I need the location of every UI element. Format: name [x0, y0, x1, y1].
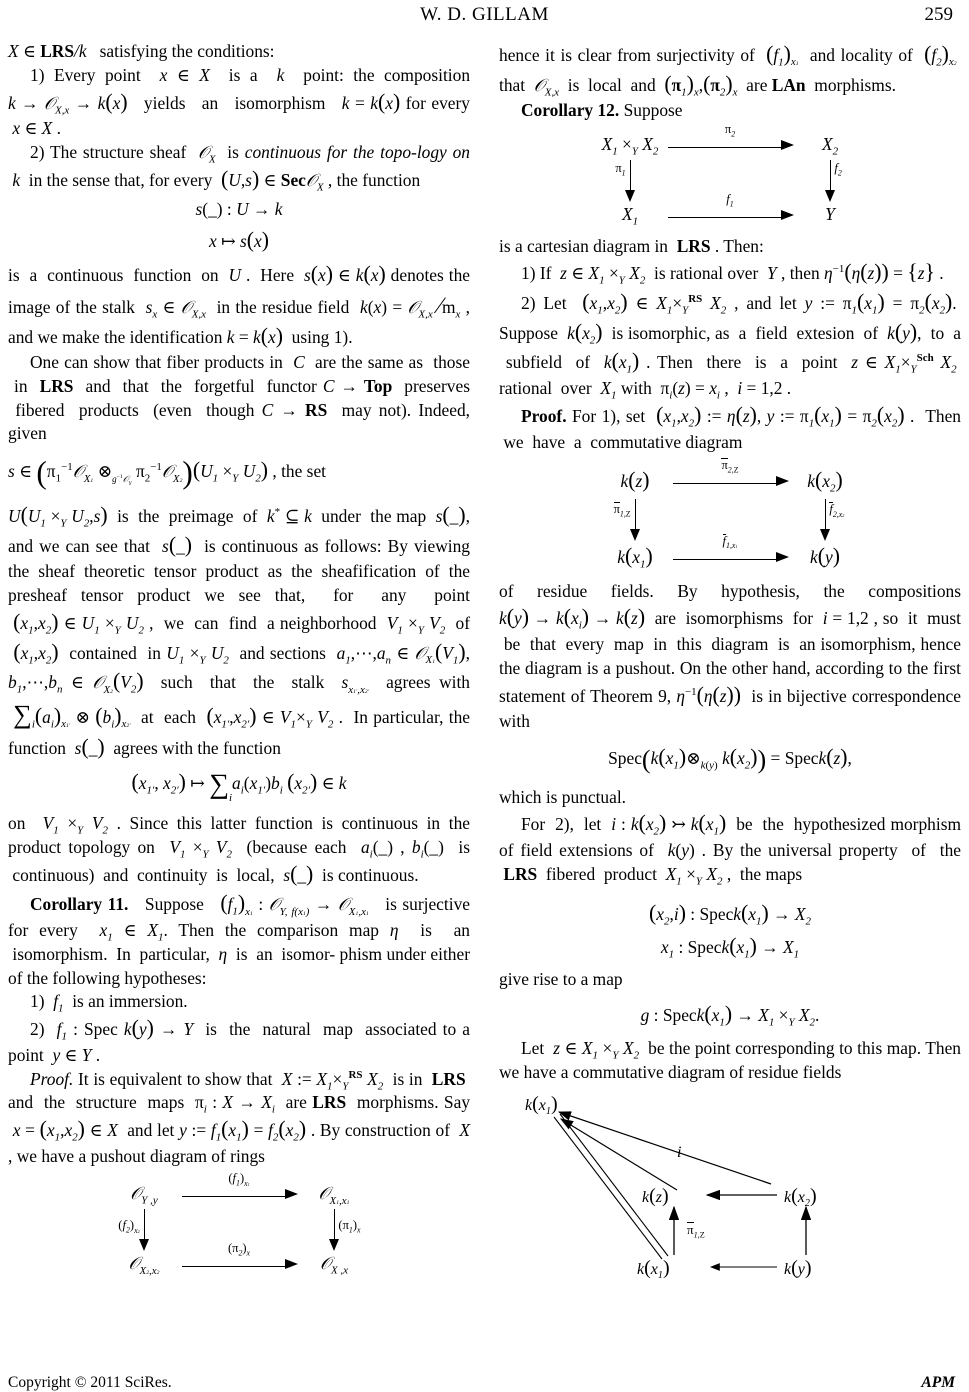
- corollary-12-heading: [499, 99, 961, 123]
- display-equation-x2-i-map: $(x_2,i)$ : $Speck(x_1) \to X_2$: [649, 900, 811, 928]
- display-equation-s-map: s(_) : U → k: [195, 199, 283, 220]
- diagram2-node-top-left: $X_1 \times_Y$ $X_2$: [601, 134, 659, 158]
- diagram1-label-top: $(f_1)_{x1}$: [228, 1171, 250, 1188]
- diagram4-label-i: i: [677, 1143, 682, 1161]
- diagram4-node-top-left-kx1: $k(x_1)$: [525, 1092, 558, 1118]
- commutative-diagram-rings: [8, 1171, 470, 1277]
- diagram2-node-bottom-left: $X_1$: [621, 203, 639, 228]
- diagram3-node-bottom-left: $k(x_1)$: [617, 544, 653, 571]
- diagram2-label-top: $\pi_2$: [724, 122, 736, 139]
- corollary-12-text: Suppose: [623, 100, 683, 121]
- copyright-text: Copyright © 2011 SciRes.: [8, 1374, 172, 1391]
- lan-bold-text: LAn: [771, 74, 806, 95]
- diagram3-label-bottom: $f_{1,x1}$: [722, 533, 738, 551]
- diagram4-label-pi-bar: $\pi_{1,Z}$: [687, 1221, 705, 1240]
- corollary-11-label: Corollary 11.: [30, 894, 129, 915]
- diagram2-label-left: $\pi_1$: [615, 160, 626, 178]
- display-equation-g-map: g : $Speck(x_1) \to X_1 \times_Y$ $X_2$.: [640, 1001, 820, 1029]
- diagram2-arrow-left: [595, 158, 665, 202]
- diagram2-node-bottom-right: Y: [825, 203, 835, 224]
- paragraph-let-z: Let z ∈ $X_1 \times_Y$ $X_2$ be the point corresponding to this map. Then we have a commutative diagram of residue fields: [499, 1038, 962, 1083]
- corollary-12-item-1: 1) If z ∈ $X_1 \times_Y$ $X_2$ is rational over Y , then $\eta^{-1}(\eta(z)) = \{z\}$ .: [521, 260, 944, 287]
- commutative-diagram-residue-fields: [499, 458, 961, 571]
- display-equation-spec-tensor: $Spec(k(x_1)\otimes_{k(y)}$ $k(x_2)$) = Speck(z),: [608, 745, 852, 775]
- diagram1-label-bottom: $(\pi_2)_x$: [227, 1241, 251, 1258]
- condition-item-1: 1) Every point x ∈ X is a k point: the composition k → 𝒪$_{X,x}$ → k(x) yields an isomorphism k = k(x) for every x ∈ X .: [8, 64, 471, 139]
- diagram1-node-top-right: 𝒪$_{X1,x1}$: [318, 1183, 350, 1207]
- corollary-11-item-1: 1) $f_1$ is an immersion.: [30, 991, 188, 1015]
- lrs-bold: LRS: [39, 375, 74, 396]
- diagram1-arrow-bottom: [180, 1241, 298, 1274]
- display-equation-x1-map: $x_1$ : $Speck(x_1) \to X_1$: [660, 934, 800, 961]
- diagram3-arrow-bottom: [671, 533, 789, 567]
- diagram4-node-center-kz: k(z): [642, 1184, 669, 1207]
- diagram4-node-bottom-left-kx1: $k(x_1)$: [637, 1256, 670, 1282]
- right-column: [499, 40, 961, 1292]
- diagram1-arrow-right: [299, 1207, 369, 1251]
- paragraph-surjectivity-locality: hence it is clear from surjectivity of $(f_1)_{x1}$ and locality of $(f_2)_{x2}$ that 𝒪$_{X,x}$ is local and $(\pi_1)_x,(\pi_2)_x$ are LAn morphisms.: [499, 42, 961, 99]
- commutative-diagram-cartesian: [499, 122, 961, 228]
- corollary-11-proof: Proof. It is equivalent to show that X := $X_1\times_Y^{RS}$ $X_2$ is in LRS and the structure maps $\pi_i$ : $X \to X_i$ are LRS morphisms. Say $x = (x_1,x_2)$ ∈ X and let y := $f_1(x_1) = f_2(x_2)$ . By construction of X , we have a pushout diagram of rings: [8, 1068, 471, 1166]
- page-number: 259: [924, 4, 953, 25]
- diagram2-arrow-top: [666, 122, 794, 155]
- corollary-12-proof: Proof. For 1), set $(x_1,x_2)$ := η(z), y := $\pi_1(x_1) = \pi_2(x_2)$ . Then we have a commutative diagram: [499, 402, 961, 452]
- paragraph-preimage: $U(U_1 \times_Y$ $U_2,s$) is the preimage of k* ⊆ k under the map s(_), and we can see that s(_) is continuous as follows: By viewing the sheaf theoretic tensor product as the sheafification of the presheaf tensor product we see that, for any point $(x_1,x_2)$ ∈ $U_1 \times_Y$ $U_2$ , we can find a neighborhood $V_1 \times_Y$ $V_2$ of $(x_1,x_2)$ contained in $U_1 \times_Y$ $U_2$ and sections $a_1,\cdots,a_n$ ∈ $𝒪_{X1}(V_1)$, $b_1,\cdots,b_n$ ∈ $𝒪_{X2}(V_2)$ such that the stalk $s_{x1',x2'}$ agrees with $\sum_i(a_i)_{x1'}$ ⊗ $(b_i)_{x2'}$ at each $(x_{1'},x_{2'})$ ∈ $V_1\times_Y$ $V_2$ . In particular, the function s(_) agrees with the function: [8, 502, 471, 759]
- diagram1-node-bottom-right: 𝒪$_{X ,x}$: [320, 1253, 348, 1277]
- diagram3-label-right: $f_{2,x2}$: [829, 502, 845, 519]
- diagram3-arrow-right: [790, 497, 860, 541]
- diagram1-label-right: $(\pi_1)_x$: [338, 1218, 361, 1235]
- proof-label: Proof.: [30, 1068, 74, 1089]
- diagram1-node-top-left: 𝒪$_{Y ,y}$: [130, 1183, 158, 1207]
- journal-abbreviation: APM: [921, 1374, 955, 1391]
- paragraph-give-rise: give rise to a map: [499, 968, 623, 989]
- diagram3-node-top-left: k(z): [620, 468, 650, 493]
- diagram4-arrows: [499, 1087, 961, 1292]
- diagram2-label-bottom: $f_1$: [726, 191, 734, 209]
- diagram2-arrow-right: [795, 158, 865, 202]
- paragraph-product-topology: on $V_1 \times_Y$ $V_2$ . Since this latter function is continuous in the product topology on $V_1 \times_Y$ $V_2$ (because each $a_i(\_)$ , $b_i(\_)$ is continuous) and continuity is local, s(_) is continuous.: [8, 813, 470, 886]
- diagram3-node-bottom-right: k(y): [810, 544, 840, 568]
- diagram2-label-right: $f_2$: [834, 160, 842, 178]
- paragraph-punctual: which is punctual.: [499, 786, 627, 807]
- lrs-bold-text: LRS: [40, 41, 75, 61]
- display-tensor-product: s ∈ ($\pi_1^{-1}𝒪_{X1}$ $\otimes_{g^{-1}𝒪_Y}$ $\pi_2^{-1}𝒪_{X2})(U_1 \times_Y$ $U_2$) , the set: [8, 455, 327, 491]
- diagram1-label-left: $(f_2)_{x2}$: [118, 1218, 140, 1235]
- diagram3-label-left: $\pi_{1,Z}$: [613, 502, 631, 519]
- diagram1-arrow-top: [180, 1171, 298, 1204]
- paragraph-residue-fields-hypothesis: of residue fields. By hypothesis, the compositions $k(y) \to k(x_i) \to k(z)$ are isomorphisms for i = 1,2 , so it must be that every map in this diagram is an isomorphism, hence the diagram is a pushout. On the other hand, according to the first statement of Theorem 9, $\eta^{-1}(\eta(z))$ is in bijective correspondence with: [499, 580, 961, 732]
- display-equation-x-mapsto: x ↦ s(x): [208, 228, 270, 253]
- diagram3-label-top: $\pi_{2,Z}$: [721, 458, 739, 475]
- corollary-12-item-2: 2) Let $(x_1,x_2)$ ∈ $X_1\times_Y^{RS}$ $X_2$ , and let y := $\pi_1(x_1) = \pi_2(x_2)$. Suppose $k(x_2)$ is isomorphic, as a field extesion of k(y), to a subfield of $k(x_1)$ . Then there is a point z ∈ $X_1\times_Y^{Sch}$ $X_2$ rational over $X_1$ with $\pi_i(z) = x_i$ , i = 1,2 .: [499, 290, 962, 402]
- diagram2-arrow-bottom: [666, 191, 794, 225]
- proof-label-bold: Proof.: [521, 405, 567, 426]
- diagram4-node-bottom-right-ky: k(y): [784, 1256, 812, 1279]
- diagram3-arrow-left: [600, 497, 670, 541]
- paragraph-for-2: For 2), let i : $k(x_2)$ ↣ $k(x_1)$ be the hypothesized morphism of field extensions of k(y) . By the universal property of the LRS fibered product $X_1 \times_Y$ $X_2$ , the maps: [499, 811, 961, 888]
- corollary-11: Corollary 11. Suppose $(f_1)_{x1}$ : 𝒪$_{Y, f(x1)}$ → 𝒪$_{X1,x1}$ is surjective for every $x_1$ ∈ $X_1$. Then the comparison map η is an isomorphism. In particular, η is an isomor- phism under either of the following hypotheses:: [8, 891, 470, 988]
- diagram3-node-top-right: $k(x_2)$: [807, 468, 843, 495]
- diagram1-arrow-left: [109, 1207, 179, 1251]
- commutative-diagram-3d-residue-fields: [499, 1087, 961, 1292]
- running-head: [8, 4, 961, 28]
- running-head-author: W. D. GILLAM: [420, 4, 549, 25]
- diagram4-node-right-kx2: $k(x_2)$: [784, 1184, 817, 1210]
- diagram3-arrow-top: [671, 458, 789, 491]
- diagram1-node-bottom-left: 𝒪$_{X2,x2}$: [128, 1253, 160, 1277]
- paragraph-continuous-function: is a continuous function on U . Here s(x) ∈ k(x) denotes the image of the stalk $s_x$ ∈ 𝒪$_{X,x}$ in the residue field k(x) = 𝒪$_{X,x}$ $∕m_x$ , and we make the identification k = k(x) using 1).: [8, 261, 470, 348]
- paragraph-conditions-intro: X ∈ LRS/k satisfying the conditions:: [8, 41, 275, 61]
- condition-item-2: 2) The structure sheaf 𝒪$_X$ is continuous for the topo-logy on k in the sense that, for every (U,s) ∈ Sec𝒪$_X$ , the function: [12, 141, 470, 194]
- diagram2-node-top-right: $X_2$: [821, 134, 839, 158]
- left-column: [8, 40, 470, 1282]
- corollary-11-item-2: 2) $f_1$ : Spec k(y) → Y is the natural map associated to a point y ∈ Y .: [8, 1016, 471, 1065]
- corollary-12-label: Corollary 12.: [521, 100, 620, 121]
- paragraph-fiber-products: One can show that fiber products in C are the same as those in LRS and that the forgetful functor C → Top preserves fibered products (even though C → RS may not). Indeed, given: [8, 352, 470, 444]
- paragraph-cartesian-then: is a cartesian diagram in LRS . Then:: [499, 235, 764, 256]
- display-equation-sum-ab: ($x_{1'}$, $x_{2'}$) ↦ $\sum_ia_i(x_{1'})b_i$ $(x_{2'})$ ∈ k: [131, 769, 347, 805]
